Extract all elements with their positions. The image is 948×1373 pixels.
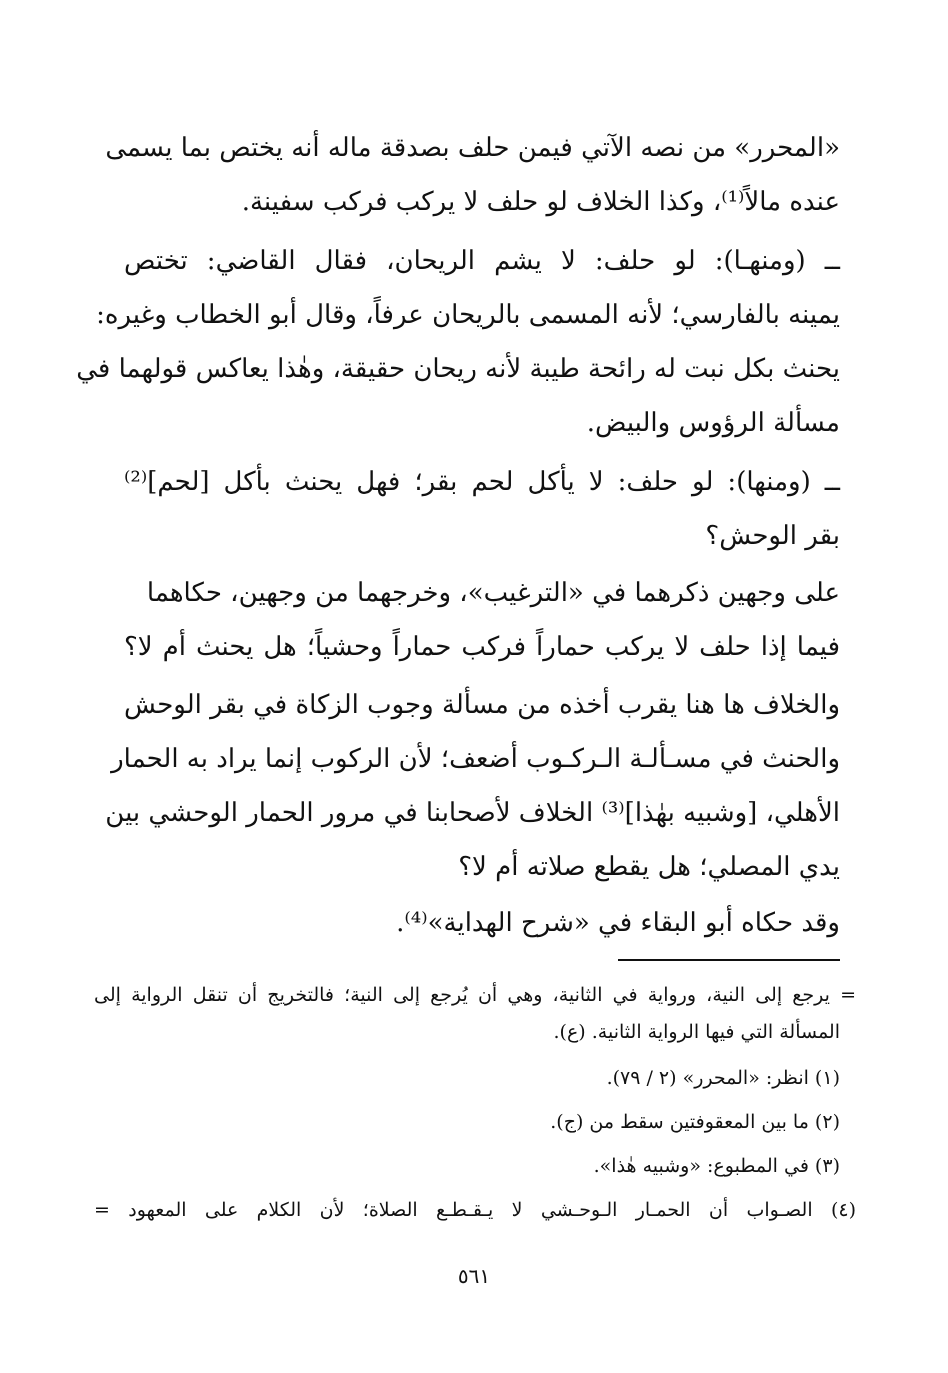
body-line-11: والخلاف ها هنا يقرب أخذه من مسألة وجوب الزكاة في بقر الوحش: [124, 690, 840, 720]
body-line-9: على وجهين ذكرهما في «الترغيب»، وخرجهما من وجهين، حكاهما: [146, 578, 840, 608]
body-line-3: ــ (ومنهـا): لو حلف: لا يشم الريحان، فقال القاضي: تختص: [124, 246, 840, 276]
body-line-7: ــ (ومنها): لو حلف: لا يأكل لحم بقر؛ فهل يحنث بأكل [لحم]⁽²⁾: [124, 467, 840, 497]
body-line-5: يحنث بكل نبت له رائحة طيبة لأنه ريحان حقيقة، وهٰذا يعاكس قولهما في: [76, 354, 840, 384]
footnote-line-2: المسألة التي فيها الرواية الثانية. (ع).: [553, 1021, 840, 1043]
footnote-separator: [618, 959, 840, 961]
page-number: ٥٦١: [457, 1264, 491, 1288]
body-line-8: بقر الوحش؟: [705, 521, 840, 551]
footnote-line-1: = يرجع إلى النية، ورواية في الثانية، وهي أن يُرجع إلى النية؛ فالتخريج أن تنقل الرواية إلى: [94, 984, 856, 1006]
body-line-15: وقد حكاه أبو البقاء في «شرح الهداية»⁽⁴⁾.: [396, 908, 840, 938]
footnote-1: (١) انظر: «المحرر» (٢ / ٧٩).: [606, 1067, 840, 1089]
body-line-6: مسألة الرؤوس والبيض.: [586, 408, 840, 438]
body-line-13: الأهلي، [وشبيه بهٰذا]⁽³⁾ الخلاف لأصحابنا في مرور الحمار الوحشي بين: [105, 798, 840, 828]
body-line-14: يدي المصلي؛ هل يقطع صلاته أم لا؟: [458, 852, 840, 882]
body-line-10: فيما إذا حلف لا يركب حماراً فركب حماراً وحشياً؛ هل يحنث أم لا؟: [124, 632, 840, 662]
footnote-2: (٢) ما بين المعقوفتين سقط من (ج).: [550, 1111, 840, 1133]
body-line-2: عنده مالاً⁽¹⁾، وكذا الخلاف لو حلف لا يركب فركب سفينة.: [241, 187, 840, 217]
body-line-1: «المحرر» من نصه الآتي فيمن حلف بصدقة ماله أنه يختص بما يسمى: [105, 133, 840, 163]
body-line-12: والحنث في مسـألـة الـركـوب أضعف؛ لأن الركوب إنما يراد به الحمار: [111, 744, 840, 774]
footnote-4: (٤) الصـواب أن الحمـار الـوحـشي لا يـقـطـع الصلاة؛ لأن الكلام على المعهود =: [94, 1199, 856, 1221]
body-line-4: يمينه بالفارسي؛ لأنه المسمى بالريحان عرفاً، وقال أبو الخطاب وغيره:: [96, 300, 840, 330]
footnote-3: (٣) في المطبوع: «وشبيه هٰذا».: [593, 1155, 840, 1177]
